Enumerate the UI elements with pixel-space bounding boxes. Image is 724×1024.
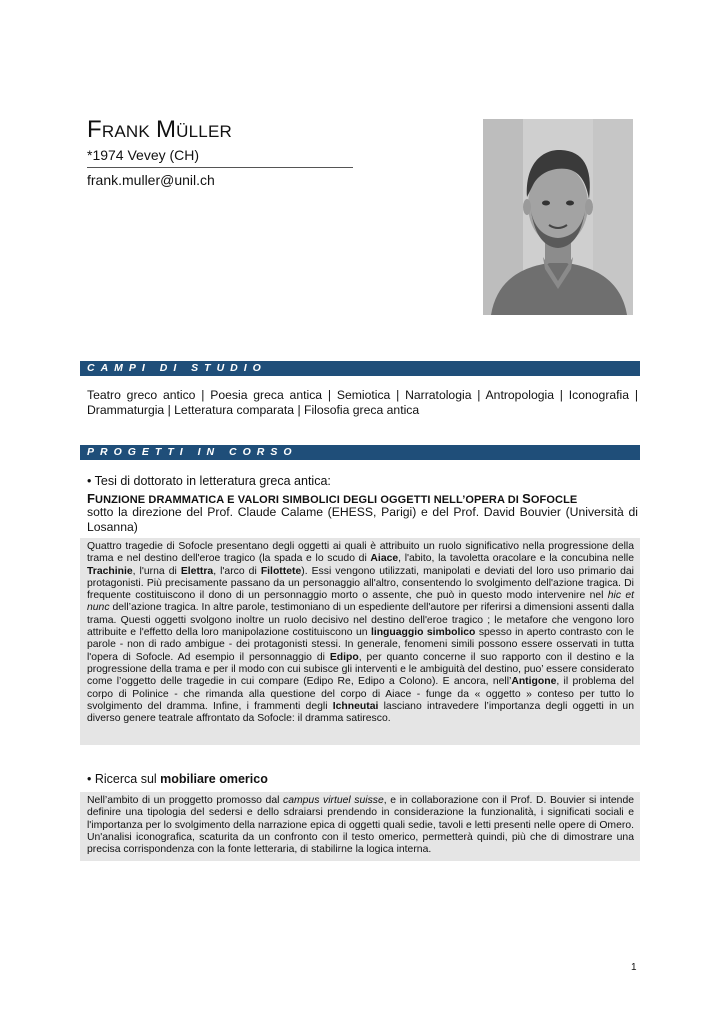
email-address[interactable]: frank.muller@unil.ch <box>87 172 215 188</box>
bullet-bold: mobiliare omerico <box>160 772 268 786</box>
name-first-initial: F <box>87 116 102 143</box>
fields-of-study: Teatro greco antico | Poesia greca antica | Semiotica | Narratologia | Antropologia | Iconografia | Drammaturgia | Letteratura comparata | Filosofia greca antica <box>87 388 638 417</box>
abstract-text: dell’azione tragica. In altre parole, testimoniano di un espediente dell'autore per riferirsi a dimensioni assenti dalla trama. Questi oggetti svolgono inoltre un ruolo decisivo nel destino dell'eroe tragico ; le metafore che vengono loro attribuite e l'effetto della loro manipolazione costituiscono un <box>87 602 634 639</box>
abstract-bold: Trachinie <box>87 565 133 577</box>
person-photo-icon <box>483 119 633 315</box>
abstract-text: lasciano intravedere l’importanza degli oggetti in un diverso genere teatrale affrontato da Sofocle: il dramma satiresco. <box>87 700 634 725</box>
thesis-abstract <box>80 538 640 745</box>
abstract-bold: Ichneutai <box>332 700 379 712</box>
thesis-supervision: sotto la direzione del Prof. Claude Calame (EHESS, Parigi) e del Prof. David Bouvier (Università di Losanna) <box>87 505 638 534</box>
abstract-text: , il problema del corpo di Polinice - che rimanda alla questione del corpo di Aiace - funge da « oggetto » conteso per tutto lo svolgimento del dramma. Infine, i frammenti degli <box>87 676 634 712</box>
abstract-bold: linguaggio simbolico <box>370 627 476 639</box>
abstract-text: , e in collaborazione con il Prof. D. Bouvier si intende definire una tipologia del sedersi e dello sdraiarsi prendendo in considerazione la funzionalità, i significati sociali e l'importanza per lo svolgimento della narrazione epica di oggetti quali sedie, tavoli e letti presenti nelle opere di Omero. Un'analisi iconografica, scaturita da un confronto con il testo omerico, permetterà quindi, più che di dimostrare una precisa corrispondenza con la fonte letteraria, di stabilirne la logica interna. <box>87 795 635 856</box>
project-bullet-homeric <box>87 772 268 786</box>
abstract-italic: hic et nunc <box>87 590 634 614</box>
abstract-text: spesso in aperto contrasto con le parole - non di rado ambigue - dei protagonisti stessi. In generale, fenomeni simili possono essere osservati in tutta l'opera di Sofocle. Ad esempio il personnaggio di <box>87 627 634 663</box>
abstract-bold: Antigone <box>511 676 557 688</box>
name-first-rest: RANK <box>101 122 150 141</box>
portrait-drawing <box>483 119 633 315</box>
abstract-text: , l'arco di <box>213 565 261 577</box>
abstract-text: , per quanto concerne il suo rapporto con il destino e la progressione della trama e per il modo con cui subisce gli interventi e le ambiguità del destino, puo’ essere considerato come l’oggetto delle tragedie in cui compare (Edipo Re, Edipo a Colono). E ancora, nell’ <box>87 651 634 688</box>
abstract-bold: Edipo <box>329 651 359 663</box>
thesis-title-part: ’ <box>462 494 466 506</box>
abstract-text: ). Essi vengono utilizzati, manipolati e deviati del loro uso primario dai protagonisti. Più precisamente passano da un personaggio all'altro, consentendo lo svolgimento dell'azione tragica. Di frequente costituiscono il dono di un personnaggio morto o assente, che può in questo modo intervenire nel <box>87 565 634 602</box>
bullet-text: • Ricerca sul <box>87 772 161 786</box>
section-header-campi-di-studio: CAMPI DI STUDIO <box>80 361 640 376</box>
thesis-title-part: UNZIONE DRAMMATICA E VALORI SIMBOLICI DEGLI OGGETTI NELL <box>95 494 463 506</box>
abstract-italic: campus virtuel suisse <box>283 795 384 806</box>
project-bullet-phd: • Tesi di dottorato in letteratura greca antica: <box>87 474 331 488</box>
thesis-title <box>87 491 577 506</box>
name-last-rest: ÜLLER <box>176 122 232 141</box>
thesis-title-part: S <box>522 491 531 506</box>
person-name <box>87 116 232 144</box>
name-last-initial: M <box>155 116 177 143</box>
page-number: 1 <box>631 962 637 973</box>
abstract-bold: Filottete <box>260 565 302 577</box>
abstract-text: Nell’ambito di un proggetto promosso dal <box>87 795 284 806</box>
homeric-abstract <box>80 792 640 861</box>
header-divider <box>87 167 353 168</box>
thesis-title-part: F <box>87 491 96 506</box>
abstract-text: , l'abito, la tavoletta oracolare e la concubina nelle <box>398 553 634 565</box>
abstract-bold: Elettra <box>180 565 214 577</box>
thesis-title-part: OFOCLE <box>530 494 578 506</box>
section-header-progetti-in-corso: PROGETTI IN CORSO <box>80 445 640 460</box>
abstract-text: , l'urna di <box>132 565 181 577</box>
birth-info: *1974 Vevey (CH) <box>87 147 200 163</box>
thesis-title-part: OPERA DI <box>465 494 523 506</box>
abstract-bold: Aiace <box>370 553 399 565</box>
abstract-text: Quattro tragedie di Sofocle presentano degli oggetti ai quali è attribuito un ruolo significativo nella progressione della trama e nel destino dell'eroe tragico (la spada e lo scudo di <box>87 541 634 565</box>
